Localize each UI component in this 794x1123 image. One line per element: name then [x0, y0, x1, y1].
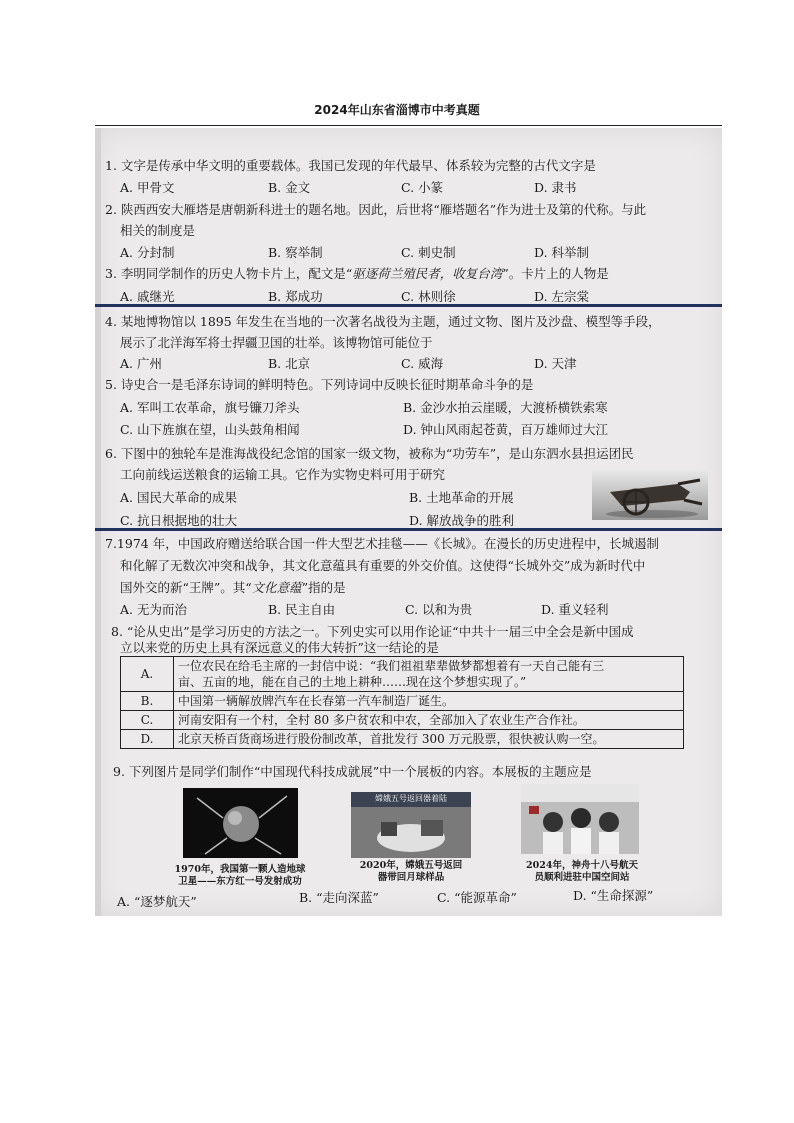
q1-option-d: D. 隶书 [534, 180, 577, 195]
q8-row-a-key: A. [121, 657, 174, 692]
q1-option-c: C. 小篆 [401, 180, 444, 195]
chang-e-5-banner: 嫦娥五号返回器着陆 [375, 794, 447, 803]
q2-stem-line1: 2. 陕西西安大雁塔是唐朝新科进士的题名地。因此，后世将“雁塔题名”作为进士及第的代称。与此 [105, 202, 647, 217]
q1-option-b: B. 金文 [268, 180, 311, 195]
q7-stem-pre: 国外交的新“王牌”。其“ [120, 580, 252, 595]
exam-sheet-photo [95, 128, 722, 916]
q3-option-d: D. 左宗棠 [534, 289, 590, 304]
q9-option-d: D. “生命探源” [573, 888, 654, 903]
q4-option-a: A. 广州 [120, 356, 162, 371]
q2-option-a: A. 分封制 [120, 245, 175, 260]
chang-e-5-photo [351, 792, 471, 858]
q3-option-b: B. 郑成功 [268, 289, 323, 304]
q4-stem-line2: 展示了北洋海军将士捍疆卫国的壮举。该博物馆可能位于 [120, 335, 433, 350]
q3-stem [105, 266, 609, 282]
caption-dongfanghong-line1: 1970年，我国第一颗人造地球 [174, 864, 306, 875]
q9-option-a: A. “逐梦航天” [117, 894, 197, 909]
q3-stem-post: ”。卡片上的人物是 [502, 266, 609, 281]
q2-option-b: B. 察举制 [268, 245, 323, 260]
q1-stem: 1. 文字是传承中华文明的重要载体。我国已发现的年代最早、体系较为完整的古代文字是 [105, 158, 596, 173]
q7-option-c: C. 以和为贵 [405, 602, 473, 617]
q8-row-c-text: 河南安阳有一个村，全村 80 多户贫农和中农，全部加入了农业生产合作社。 [174, 711, 684, 730]
q7-stem-post: ”指的是 [301, 580, 346, 595]
caption-shenzhou-18-line2: 员顺利进驻中国空间站 [534, 872, 630, 883]
section-divider-band [95, 304, 722, 307]
q7-stem-line1: 7.1974 年，中国政府赠送给联合国一件大型艺术挂毯——《长城》。在漫长的历史进程中，长城遏制 [105, 536, 659, 551]
q5-option-b: B. 金沙水拍云崖暖，大渡桥横铁索寒 [403, 400, 608, 415]
q8-row-a-line1: 一位农民在给毛主席的一封信中说：“我们祖祖辈辈做梦都想着有一天自己能有三 [178, 659, 605, 673]
q4-option-c: C. 威海 [401, 356, 444, 371]
q4-stem-line1: 4. 某地博物馆以 1895 年发生在当地的一次著名战役为主题，通过文物、图片及沙盘、模型等手段， [105, 314, 661, 329]
q7-option-d: D. 重义轻利 [541, 602, 609, 617]
caption-chang-e-5-line1: 2020年，嫦娥五号返回 [359, 860, 463, 871]
q7-stem-line2: 和化解了无数次冲突和战争，其文化意蕴具有重要的外交价值。这使得“长城外交”成为新时代中 [120, 558, 646, 573]
q2-option-d: D. 科举制 [534, 245, 590, 260]
q1-option-a: A. 甲骨文 [120, 180, 175, 195]
table-row [121, 730, 684, 749]
q3-option-a: A. 戚继光 [120, 289, 175, 304]
q8-row-a-line2: 亩、五亩的地，能在自己的土地上耕种……现在这个梦想实现了。” [178, 675, 527, 689]
q9-option-c: C. “能源革命” [437, 890, 517, 905]
caption-shenzhou-18 [507, 860, 657, 884]
table-row [121, 692, 684, 711]
title-underline [95, 125, 722, 126]
q9-option-b: B. “走向深蓝” [299, 890, 379, 905]
document-title: 2024年山东省淄博市中考真题 [314, 103, 480, 117]
q6-option-b: B. 土地革命的开展 [409, 490, 514, 505]
q8-row-a-text [174, 657, 684, 692]
q8-stem-line1: 8. “论从史出”是学习历史的方法之一。下列史实可以用作论证“中共十一届三中全会是新中国成 [111, 624, 634, 639]
caption-dongfanghong [165, 864, 315, 888]
q7-option-b: B. 民主自由 [268, 602, 336, 617]
q7-option-a: A. 无为而治 [120, 602, 187, 617]
caption-shenzhou-18-line1: 2024年，神舟十八号航天 [526, 860, 638, 871]
q8-row-c-key: C. [121, 711, 174, 730]
satellite-photo [183, 788, 298, 858]
q4-option-b: B. 北京 [268, 356, 311, 371]
q8-row-d-text: 北京天桥百货商场进行股份制改革，首批发行 300 万元股票，很快被认购一空。 [174, 730, 684, 749]
caption-chang-e-5-line2: 器带回月球样品 [377, 872, 445, 883]
q8-stem-line2: 立以来党的历史上具有深远意义的伟大转折”这一结论的是 [120, 640, 439, 655]
table-row [121, 711, 684, 730]
q6-option-c: C. 抗日根据地的壮大 [120, 513, 238, 528]
wheelbarrow-photo [592, 470, 708, 520]
q9-stem: 9. 下列图片是同学们制作“中国现代科技成就展”中一个展板的内容。本展板的主题应是 [113, 764, 592, 779]
shenzhou-18-photo [521, 784, 639, 854]
section-divider-band-2 [95, 528, 722, 531]
q3-option-c: C. 林则徐 [401, 289, 456, 304]
q6-stem-line1: 6. 下图中的独轮车是淮海战役纪念馆的国家一级文物，被称为“功劳车”，是山东泗水县担运团民 [105, 446, 634, 461]
q2-option-c: C. 刺史制 [401, 245, 456, 260]
q5-stem: 5. 诗史合一是毛泽东诗词的鲜明特色。下列诗词中反映长征时期革命斗争的是 [105, 377, 534, 392]
q6-option-a: A. 国民大革命的成果 [120, 490, 237, 505]
q3-stem-quote: 驱逐荷兰殖民者，收复台湾 [352, 266, 503, 281]
q2-stem-line2: 相关的制度是 [120, 223, 196, 238]
q8-row-d-key: D. [121, 730, 174, 749]
q7-stem-line3 [120, 580, 346, 596]
q3-stem-pre: 3. 李明同学制作的历史人物卡片上，配文是“ [105, 266, 353, 281]
q5-option-a: A. 军叫工农革命，旗号镰刀斧头 [120, 400, 300, 415]
q4-option-d: D. 天津 [534, 356, 577, 371]
q5-option-d: D. 钟山风雨起苍黄，百万雄师过大江 [403, 422, 609, 437]
q8-options-table [120, 656, 684, 749]
q6-option-d: D. 解放战争的胜利 [409, 513, 515, 528]
caption-chang-e-5 [341, 860, 481, 884]
sheet-edge-shadow [95, 128, 101, 916]
table-row [121, 657, 684, 692]
caption-dongfanghong-line2: 卫星——东方红一号发射成功 [178, 876, 302, 887]
q8-row-b-key: B. [121, 692, 174, 711]
q6-stem-line2: 工向前线运送粮食的运输工具。它作为实物史料可用于研究 [120, 467, 446, 482]
q8-row-b-text: 中国第一辆解放牌汽车在长春第一汽车制造厂诞生。 [174, 692, 684, 711]
q7-stem-quote: 文化意蕴 [251, 580, 302, 595]
q5-option-c: C. 山下旌旗在望，山头鼓角相闻 [120, 422, 300, 437]
